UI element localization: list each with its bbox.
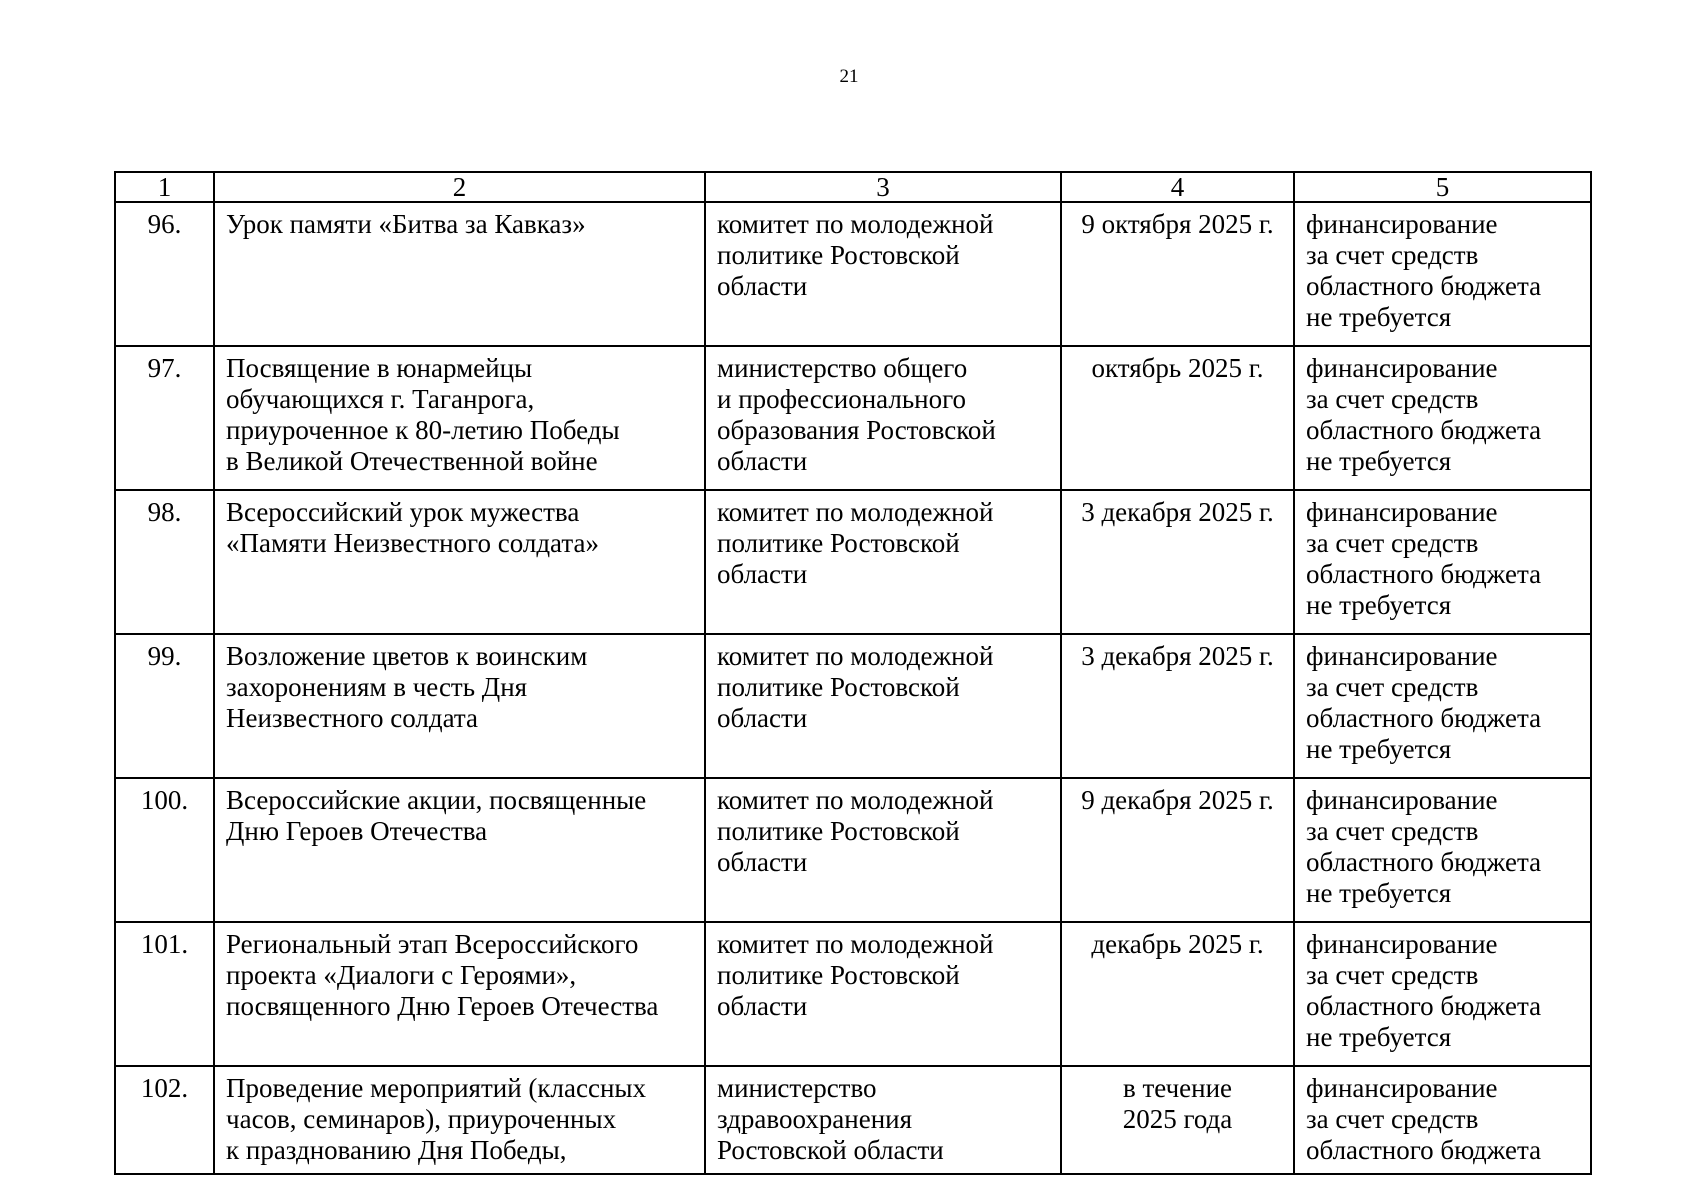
- row-number: 96.: [115, 202, 214, 346]
- funding-note: финансирование за счет средств областного бюджета не требуется: [1294, 202, 1591, 346]
- table-row: [115, 1066, 1591, 1174]
- responsible-agency: комитет по молодежной политике Ростовской области: [705, 634, 1061, 778]
- event-name: Всероссийский урок мужества «Памяти Неизвестного солдата»: [214, 490, 705, 634]
- responsible-agency: министерство общего и профессионального образования Ростовской области: [705, 346, 1061, 490]
- funding-note: финансирование за счет средств областного бюджета не требуется: [1294, 778, 1591, 922]
- responsible-agency: комитет по молодежной политике Ростовской области: [705, 778, 1061, 922]
- row-number: 99.: [115, 634, 214, 778]
- responsible-agency: министерство здравоохранения Ростовской области: [705, 1066, 1061, 1174]
- funding-note: финансирование за счет средств областного бюджета не требуется: [1294, 922, 1591, 1066]
- funding-note: финансирование за счет средств областного бюджета не требуется: [1294, 634, 1591, 778]
- page-number: 21: [839, 66, 859, 87]
- event-date: декабрь 2025 г.: [1061, 922, 1294, 1066]
- row-number: 101.: [115, 922, 214, 1066]
- responsible-agency: комитет по молодежной политике Ростовской области: [705, 202, 1061, 346]
- table-row: [115, 202, 1591, 346]
- event-date: 9 октября 2025 г.: [1061, 202, 1294, 346]
- event-date: 3 декабря 2025 г.: [1061, 634, 1294, 778]
- header-cell-responsible: 3: [705, 172, 1061, 202]
- event-date: октябрь 2025 г.: [1061, 346, 1294, 490]
- responsible-agency: комитет по молодежной политике Ростовской области: [705, 922, 1061, 1066]
- row-number: 102.: [115, 1066, 214, 1174]
- funding-note: финансирование за счет средств областного бюджета: [1294, 1066, 1591, 1174]
- row-number: 100.: [115, 778, 214, 922]
- table-row: [115, 490, 1591, 634]
- event-name: Урок памяти «Битва за Кавказ»: [214, 202, 705, 346]
- event-name: Посвящение в юнармейцы обучающихся г. Таганрога, приуроченное к 80-летию Победы в Великой Отечественной войне: [214, 346, 705, 490]
- events-table: [114, 171, 1592, 1175]
- event-name: Проведение мероприятий (классных часов, семинаров), приуроченных к празднованию Дня Победы,: [214, 1066, 705, 1174]
- event-date: в течение 2025 года: [1061, 1066, 1294, 1174]
- responsible-agency: комитет по молодежной политике Ростовской области: [705, 490, 1061, 634]
- event-date: 3 декабря 2025 г.: [1061, 490, 1294, 634]
- event-name: Всероссийские акции, посвященные Дню Героев Отечества: [214, 778, 705, 922]
- event-name: Возложение цветов к воинским захоронениям в честь Дня Неизвестного солдата: [214, 634, 705, 778]
- event-name: Региональный этап Всероссийского проекта «Диалоги с Героями», посвященного Дню Героев Отечества: [214, 922, 705, 1066]
- funding-note: финансирование за счет средств областного бюджета не требуется: [1294, 490, 1591, 634]
- event-date: 9 декабря 2025 г.: [1061, 778, 1294, 922]
- table-row: [115, 922, 1591, 1066]
- funding-note: финансирование за счет средств областного бюджета не требуется: [1294, 346, 1591, 490]
- header-cell-event: 2: [214, 172, 705, 202]
- header-cell-date: 4: [1061, 172, 1294, 202]
- table-row: [115, 778, 1591, 922]
- row-number: 98.: [115, 490, 214, 634]
- table-row: [115, 634, 1591, 778]
- header-cell-funding: 5: [1294, 172, 1591, 202]
- header-row: [115, 172, 1591, 202]
- table-row: [115, 346, 1591, 490]
- header-cell-num: 1: [115, 172, 214, 202]
- row-number: 97.: [115, 346, 214, 490]
